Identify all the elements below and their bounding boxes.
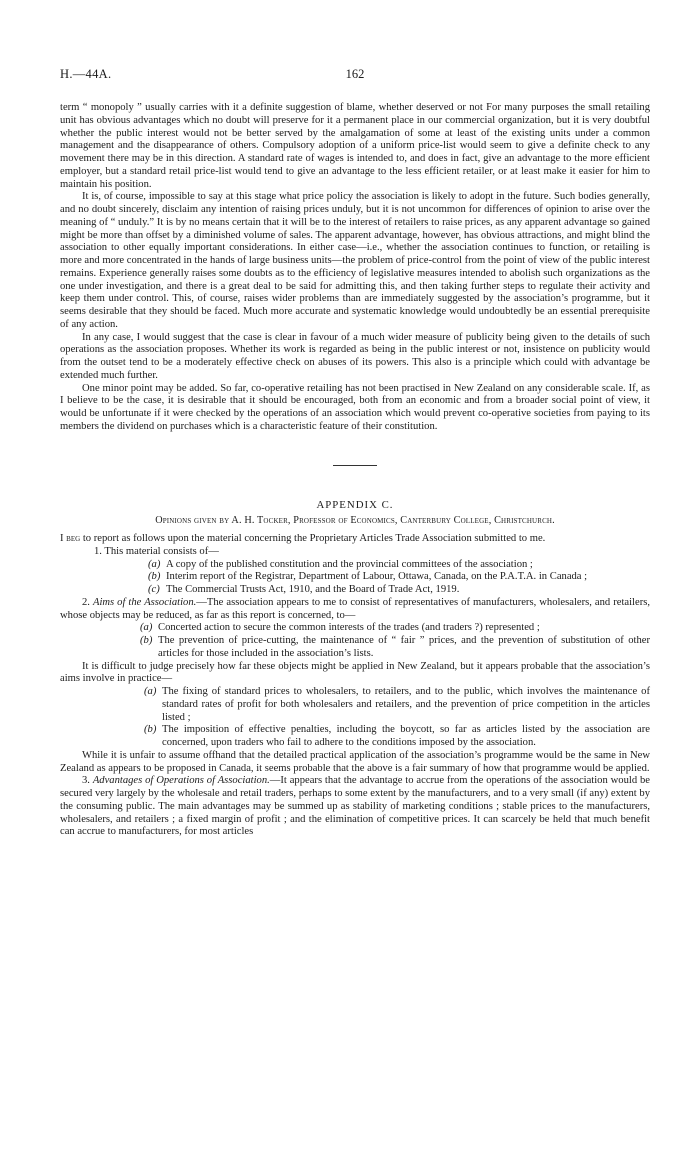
section-2-number: 2. — [82, 596, 93, 608]
list-text: The Commercial Trusts Act, 1910, and the Board of Trade Act, 1919. — [166, 584, 460, 595]
list-item — [60, 686, 650, 724]
list-label: (a) — [144, 686, 157, 697]
intro-text: to report as follows upon the material concerning the Proprietary Articles Trade Association submitted to me. — [80, 533, 546, 544]
page-header — [60, 67, 650, 83]
list-item — [60, 584, 650, 597]
list-label: (a) — [148, 558, 161, 570]
document-reference: H.—44A. — [60, 67, 112, 81]
list-item — [60, 559, 650, 572]
list-text: The prevention of price-cutting, the maintenance of “ fair ” prices, and the prevention of substitution of other articles for those included in the association’s lists. — [158, 635, 650, 659]
section-2-summary-paragraph: While it is unfair to assume offhand that the detailed practical application of the association’s programme would be the same in New Zealand as appears to be proposed in Canada, it seems probable that the above is a fair summary of how that programme would be applied. — [60, 749, 650, 774]
appendix-intro — [60, 533, 650, 546]
intro-lead: I beg — [60, 533, 81, 544]
section-2-heading: Aims of the Association. — [92, 596, 197, 608]
list-label: (b) — [140, 635, 153, 646]
list-text: Concerted action to secure the common interests of the trades (and traders ?) represented ; — [158, 622, 540, 634]
appendix-subtitle: Opinions given by A. H. Tocker, Professor of Economics, Canterbury College, Christchurch. — [155, 515, 555, 527]
list-label: (a) — [140, 622, 153, 634]
section-3-heading: Advantages of Operations of Association. — [92, 775, 270, 787]
list-item — [60, 635, 650, 661]
section-3-number: 3. — [82, 775, 93, 787]
list-label: (b) — [148, 571, 161, 583]
section-divider — [333, 465, 377, 466]
list-label: (c) — [148, 584, 160, 595]
paragraph-price-policy: It is, of course, impossible to say at this stage what price policy the association is likely to adopt in the future. Such bodies generally, and no doubt sincerely, disclaim any intention of raising prices unduly, but it is not uncommon for differences of opinion to arise over the meaning of “ unduly.” It is by no means certain that it will be to the interest of retailers to raise prices, as any apparent advantage so gained might be more than offset by a diminished volume of sales. The apparent advantage, however, has obvious attractions, and might blind the association to other equally important considerations. In either case—i.e., whether the association continues to function, or retailing is more and more concentrated in the hands of large business units—the problem of price-control from the point of view of the public interest remains. Experience generally raises some doubts as to the efficiency of legislative measures intended to abolish such organizations as the one under investigation, and there is a great deal to be said for admitting this, and then taking further steps to regulate their activity and keep them under control. This, of course, raises wider problems than are immediately suggested by the association’s programme, but it seems desirable that they should be faced. Much more accurate and systematic knowledge would undoubtedly be an essential prerequisite of any action. — [60, 191, 650, 330]
list-text: A copy of the published constitution and the provincial committees of the association ; — [166, 558, 533, 570]
paragraph-monopoly: term “ monopoly ” usually carries with it a definite suggestion of blame, whether deserved or not For many purposes the small retailing unit has obvious advantages which no doubt will preserve for it a permanent place in our commercial organization, but it is very doubtful whether the public interest would not be better served by the amalgamation of some at least of the existing units under a common management and the disappearance of others. Compulsory adoption of a uniform price-list would seem to give a definite check to any movement there may be in this direction. A standard rate of wages is intended to, and does in fact, give an advantage to the more efficient employer, but a standard retail price-list would tend to give an advantage to the less efficient retailer, or at least make it easier for him to maintain his position. — [60, 102, 650, 190]
section-3-text: —It appears that the advantage to accrue from the operations of the association would be secured very largely by the wholesale and retail traders, perhaps to some extent by the manufacturers, and to a very small (if any) extent by the consuming public. The main advantages may be summed up as stability of marketing conditions ; stable prices to the manufacturers, wholesalers, and retailers ; a fixed margin of profit ; and the elimination of competitive prices. It can scarcely be held that much benefit can accrue to manufacturers, for most articles — [60, 775, 650, 838]
paragraph-publicity: In any case, I would suggest that the case is clear in favour of a much wider measure of publicity being given to the details of such operations as the association proposes. Whether its work is regarded as being in the public interest or not, insistence on publicity would from the outset tend to be a moderately effective check on abuses of its powers. This also is a principle which could with advantage be extended much further. — [60, 331, 650, 381]
section-3-paragraph — [60, 775, 650, 839]
list-text: The fixing of standard prices to wholesalers, to retailers, and to the public, which involves the maintenance of standard rates of profit for both wholesalers and retailers, and the prevention of price competition in the articles listed ; — [162, 686, 650, 723]
list-text: Interim report of the Registrar, Department of Labour, Ottawa, Canada, on the P.A.T.A. in Canada ; — [166, 571, 588, 583]
appendix-title: APPENDIX C. — [316, 498, 394, 511]
list-text: The imposition of effective penalties, including the boycott, so far as articles listed by the association are concerned, upon traders who fail to adhere to the conditions imposed by the association. — [162, 724, 650, 748]
section-1-heading: 1. This material consists of— — [94, 545, 219, 557]
list-label: (b) — [144, 724, 157, 736]
page-number: 162 — [345, 67, 365, 81]
section-2-aims-paragraph: It is difficult to judge precisely how far these objects might be applied in New Zealand, but it appears probable that the association’s aims involve in practice— — [60, 660, 650, 685]
page-body — [60, 102, 650, 839]
section-2-text: —The association appears to me to consist of representatives of manufacturers, wholesalers, and retailers, whose objects may be reduced, as far as this report is concerned, to— — [60, 596, 651, 621]
section-2-paragraph — [60, 597, 650, 623]
list-item — [60, 571, 650, 584]
list-item — [60, 622, 650, 635]
list-item — [60, 724, 650, 750]
paragraph-co-operative: One minor point may be added. So far, co-operative retailing has not been practised in New Zealand on any considerable scale. If, as I believe to be the case, it is desirable that it should be encouraged, both from an economic and from a broader social point of view, it would be unfortunate if it were checked by the operations of an association which would prevent co-operative societies from paying to its members the dividend on purchases which is a characteristic feature of their constitution. — [60, 382, 650, 432]
